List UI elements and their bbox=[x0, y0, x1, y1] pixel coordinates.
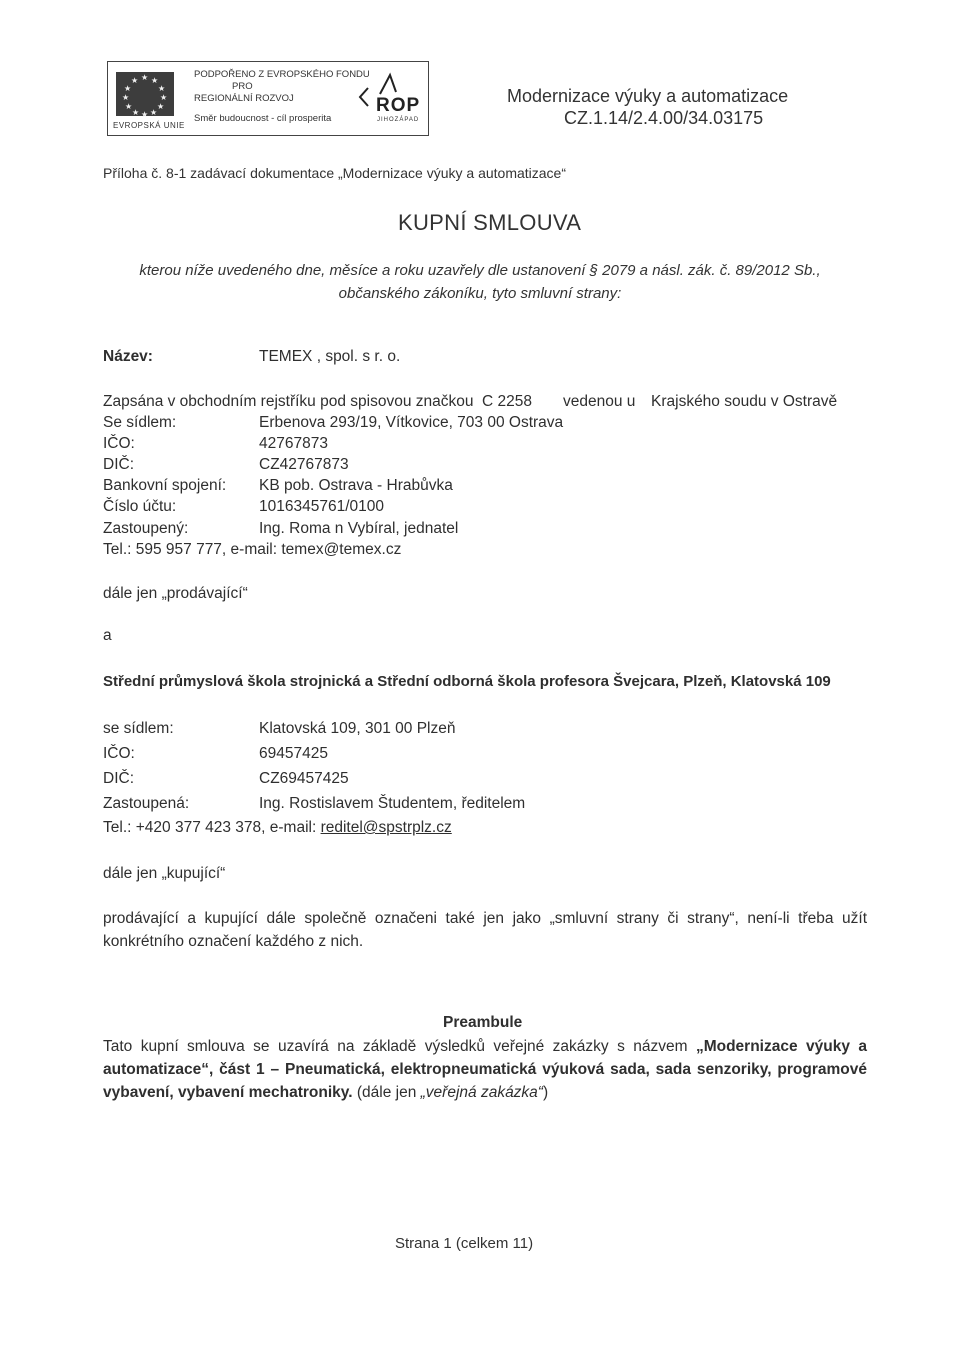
fund-text: PODPOŘENO Z EVROPSKÉHO FONDU PRO REGIONÁLNÍ ROZVOJ Směr budoucnost - cíl prosperita bbox=[194, 69, 370, 124]
seller-rep-value: Ing. Roma n Vybíral, jednatel bbox=[259, 520, 459, 537]
buyer-dic-label: DIČ: bbox=[103, 770, 134, 787]
buyer-rep-label: Zastoupená: bbox=[103, 795, 190, 812]
intro-line-2: občanského zákoníku, tyto smluvní strany: bbox=[338, 285, 622, 302]
seller-name-value: TEMEX , spol. s r. o. bbox=[259, 348, 401, 365]
page-footer: Strana 1 (celkem 11) bbox=[395, 1235, 534, 1252]
seller-dic-label: DIČ: bbox=[103, 456, 134, 473]
seller-name-label: Název: bbox=[103, 348, 153, 365]
intro-line-1: kterou níže uvedeného dne, měsíce a roku uzavřely dle ustanovení § 2079 a násl. zák. č. 89/2012 Sb., bbox=[139, 262, 821, 279]
buyer-rep-value: Ing. Rostislavem Študentem, ředitelem bbox=[259, 795, 526, 812]
registry-mark: C 2258 bbox=[482, 393, 532, 410]
eu-flag-icon: ★ ★ ★ ★ ★ ★ ★ ★ ★ ★ ★ ★ bbox=[116, 72, 174, 116]
registry-court: Krajského soudu v Ostravě bbox=[651, 393, 838, 410]
seller-account-value: 1016345761/0100 bbox=[259, 498, 384, 515]
annex-line: Příloha č. 8-1 zadávací dokumentace „Modernizace výuky a automatizace“ bbox=[103, 165, 567, 181]
registry-text: Zapsána v obchodním rejstříku pod spisovou značkou bbox=[103, 393, 474, 410]
seller-contact: Tel.: 595 957 777, e-mail: temex@temex.cz bbox=[103, 541, 402, 558]
buyer-email-link[interactable]: reditel@spstrplz.cz bbox=[320, 819, 452, 836]
seller-account-label: Číslo účtu: bbox=[103, 498, 177, 515]
funding-logo-box bbox=[107, 61, 429, 136]
buyer-address-value: Klatovská 109, 301 00 Plzeň bbox=[259, 720, 456, 737]
eu-label: EVROPSKÁ UNIE bbox=[113, 121, 185, 130]
buyer-ico-label: IČO: bbox=[103, 745, 135, 762]
buyer-ico-value: 69457425 bbox=[259, 745, 328, 762]
parties-note: prodávající a kupující dále společně označeni také jen jako „smluvní strany či strany“, není-li třeba užít konkrétního označení každého z nich. bbox=[103, 910, 867, 950]
seller-ico-value: 42767873 bbox=[259, 435, 328, 452]
buyer-address-label: se sídlem: bbox=[103, 720, 174, 737]
seller-address-label: Se sídlem: bbox=[103, 414, 177, 431]
buyer-contact: Tel.: +420 377 423 378, e-mail: reditel@spstrplz.cz bbox=[103, 819, 452, 836]
preamble-text: Tato kupní smlouva se uzavírá na základě výsledků veřejné zakázky s názvem „Modernizace výuky a automatizace“, část 1 – Pneumatická, elektropneumatická výuková sada, sada senzoriky, programové vybavení, vybavení mechatroniky. (dále jen „veřejná zakázka“) bbox=[103, 1038, 867, 1101]
project-code: CZ.1.14/2.4.00/34.03175 bbox=[564, 108, 764, 128]
buyer-alias: dále jen „kupující“ bbox=[103, 865, 226, 882]
seller-rep-label: Zastoupený: bbox=[103, 520, 189, 537]
buyer-name: Střední průmyslová škola strojnická a Střední odborná škola profesora Švejcara, Plzeň, Klatovská 109 bbox=[103, 673, 831, 690]
and-word: a bbox=[103, 627, 112, 644]
seller-bank-label: Bankovní spojení: bbox=[103, 477, 227, 494]
project-title: Modernizace výuky a automatizace bbox=[507, 86, 789, 106]
seller-address-value: Erbenova 293/19, Vítkovice, 703 00 Ostrava bbox=[259, 414, 564, 431]
seller-bank-value: KB pob. Ostrava - Hrabůvka bbox=[259, 477, 453, 494]
seller-dic-value: CZ42767873 bbox=[259, 456, 349, 473]
seller-ico-label: IČO: bbox=[103, 435, 135, 452]
document-title: KUPNÍ SMLOUVA bbox=[398, 210, 582, 235]
rop-logo: ROP JIHOZÁPAD bbox=[346, 72, 426, 132]
registry-led: vedenou u bbox=[563, 393, 636, 410]
preamble-title: Preambule bbox=[443, 1014, 523, 1031]
seller-alias: dále jen „prodávající“ bbox=[103, 585, 248, 602]
buyer-dic-value: CZ69457425 bbox=[259, 770, 349, 787]
